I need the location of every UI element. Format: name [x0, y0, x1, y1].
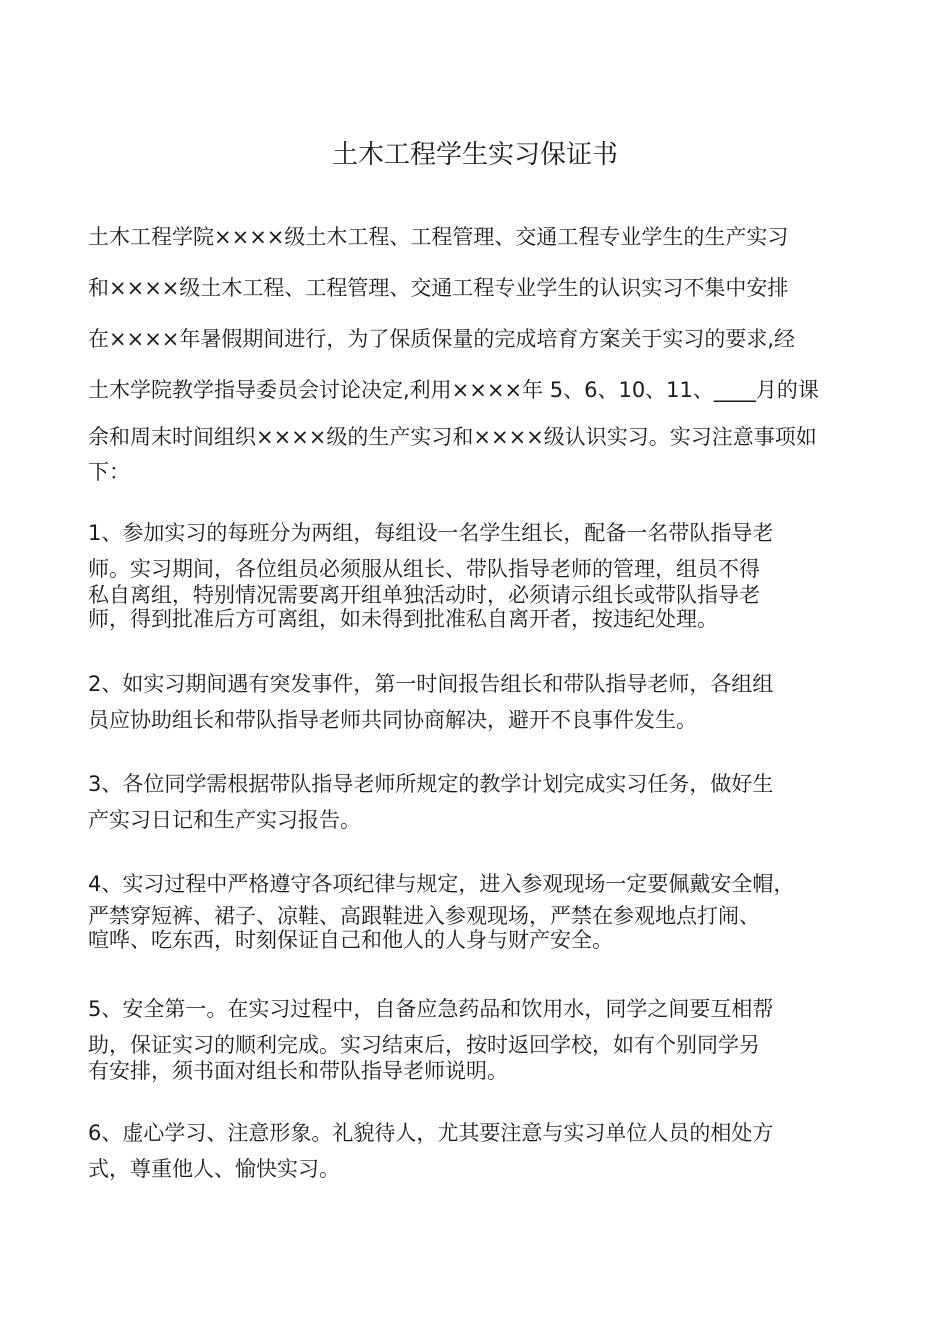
- list-item-1: [88, 519, 878, 631]
- item-line: 私自离组，特别情况需要离开组单独活动时，必须请示组长或带队指导老: [88, 583, 760, 607]
- intro-line: 在××××年暑假期间进行，为了保质保量的完成培育方案关于实习的要求,经: [88, 327, 796, 351]
- list-item-3: [88, 770, 878, 834]
- intro-line: 下：: [88, 460, 130, 484]
- intro-line: 和××××级土木工程、工程管理、交通工程专业学生的认识实习不集中安排: [88, 276, 789, 300]
- item-line: 助，保证实习的顺利完成。实习结束后，按时返回学校，如有个别同学另: [88, 1033, 760, 1057]
- intro-line: 余和周末时间组织××××级的生产实习和××××级认识实习。实习注意事项如: [88, 425, 817, 449]
- item-line: 有安排，须书面对组长和带队指导老师说明。: [88, 1059, 508, 1083]
- list-item-6: [88, 1119, 878, 1183]
- list-item-4: [88, 870, 878, 952]
- item-line: 员应协助组长和带队指导老师共同协商解决，避开不良事件发生。: [88, 708, 697, 732]
- item-line: 严禁穿短裤、裙子、凉鞋、高跟鞋进入参观现场，严禁在参观地点打闹、: [88, 904, 760, 928]
- page-title: 土木工程学生实习保证书: [331, 140, 618, 171]
- item-line: 5、安全第一。在实习过程中，自备应急药品和饮用水，同学之间要互相帮: [88, 997, 774, 1021]
- intro-line: 土木学院教学指导委员会讨论决定,利用××××年 5、6、10、11、____月的课: [88, 378, 819, 402]
- intro-line: 土木工程学院××××级土木工程、工程管理、交通工程专业学生的生产实习: [88, 225, 789, 249]
- item-line: 产实习日记和生产实习报告。: [88, 808, 361, 832]
- item-line: 喧哗、吃东西，时刻保证自己和他人的人身与财产安全。: [88, 928, 613, 952]
- list-item-5: [88, 995, 878, 1083]
- item-line: 4、实习过程中严格遵守各项纪律与规定，进入参观现场一定要佩戴安全帽，: [88, 872, 795, 896]
- intro-paragraph: [88, 212, 878, 486]
- item-line: 师。实习期间，各位组员必须服从组长、带队指导老师的管理，组员不得: [88, 557, 760, 581]
- item-line: 式，尊重他人、愉快实习。: [88, 1157, 340, 1181]
- item-line: 1、参加实习的每班分为两组，每组设一名学生组长，配备一名带队指导老: [88, 521, 774, 545]
- list-item-2: [88, 670, 878, 734]
- item-line: 6、虚心学习、注意形象。礼貌待人，尤其要注意与实习单位人员的相处方: [88, 1121, 774, 1145]
- item-line: 2、如实习期间遇有突发事件，第一时间报告组长和带队指导老师，各组组: [88, 672, 774, 696]
- item-line: 3、各位同学需根据带队指导老师所规定的教学计划完成实习任务，做好生: [88, 772, 774, 796]
- item-line: 师，得到批准后方可离组，如未得到批准私自离开者，按违纪处理。: [88, 607, 718, 631]
